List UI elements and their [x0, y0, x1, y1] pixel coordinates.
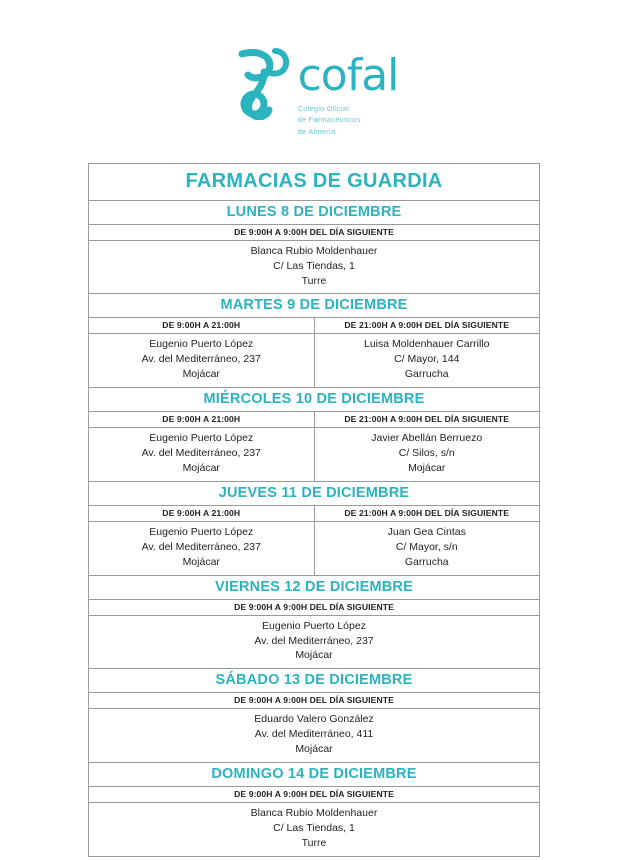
shift-hours: DE 21:00H A 9:00H DEL DÍA SIGUIENTE	[314, 505, 540, 521]
pharmacy-address: C/ Las Tiendas, 1	[273, 259, 355, 272]
table-title-row	[89, 163, 540, 200]
pharmacy-entry	[89, 521, 315, 575]
pharmacy-address: C/ Las Tiendas, 1	[273, 821, 355, 834]
pharmacy-town: Mojácar	[182, 368, 220, 381]
day-header-row	[89, 294, 540, 318]
shift-hours: DE 9:00H A 21:00H	[89, 505, 315, 521]
day-header-row	[89, 388, 540, 412]
logo-wordmark: cofal	[297, 50, 399, 101]
logo-subtitle-line-1: Colegio Oficial	[297, 104, 349, 113]
pharmacy-town: Mojácar	[182, 555, 220, 568]
day-header-row	[89, 481, 540, 505]
day-header: DOMINGO 14 DE DICIEMBRE	[89, 763, 540, 787]
hours-row	[89, 505, 540, 521]
shift-hours: DE 21:00H A 9:00H DEL DÍA SIGUIENTE	[314, 412, 540, 428]
pharmacy-entry	[314, 521, 540, 575]
pharmacy-row	[89, 240, 540, 294]
pharmacy-town: Turre	[301, 274, 327, 287]
pharmacy-town: Mojácar	[295, 743, 333, 756]
shift-hours: DE 9:00H A 21:00H	[89, 412, 315, 428]
shift-hours: DE 9:00H A 9:00H DEL DÍA SIGUIENTE	[89, 787, 540, 803]
hours-row	[89, 224, 540, 240]
day-header-row	[89, 575, 540, 599]
pharmacy-name: Eugenio Puerto López	[149, 338, 254, 351]
pharmacy-town: Mojácar	[182, 462, 220, 474]
pharmacy-name: Eugenio Puerto López	[149, 525, 254, 538]
day-header-row	[89, 669, 540, 693]
logo-text	[298, 48, 399, 137]
pharmacy-entry	[89, 615, 540, 669]
pharmacy-entry	[89, 334, 315, 388]
logo-subtitle-line-3: de Almería	[297, 126, 336, 136]
hours-row	[89, 318, 540, 334]
pharmacy-entry	[314, 334, 540, 388]
pharmacy-town: Mojácar	[295, 649, 333, 662]
pharmacy-name: Luisa Moldenhauer Carrillo	[364, 338, 490, 351]
logo-inner	[230, 48, 399, 137]
pharmacy-row	[89, 803, 540, 857]
hours-row	[89, 693, 540, 709]
table-title: FARMACIAS DE GUARDIA	[89, 163, 540, 200]
pharmacy-town: Garrucha	[404, 368, 449, 381]
pharmacy-entry	[89, 709, 540, 763]
pharmacy-address: Av. del Mediterráneo, 237	[141, 353, 261, 366]
pharmacy-name: Blanca Rubio Moldenhauer	[250, 244, 378, 257]
day-header: SÁBADO 13 DE DICIEMBRE	[89, 669, 540, 693]
day-header: MARTES 9 DE DICIEMBRE	[89, 294, 540, 318]
pharmacy-address: Av. del Mediterráneo, 237	[254, 634, 374, 647]
shift-hours: DE 9:00H A 21:00H	[89, 318, 315, 334]
hours-row	[89, 599, 540, 615]
pharmacy-name: Eduardo Valero González	[254, 713, 374, 726]
logo-header	[0, 0, 628, 137]
pharmacy-name: Eugenio Puerto López	[262, 619, 366, 632]
pharmacy-name: Javier Abellán Berruezo	[371, 432, 483, 445]
pharmacy-town: Garrucha	[404, 555, 449, 568]
pharmacy-address: Av. del Mediterráneo, 237	[141, 447, 261, 460]
pharmacy-address: C/ Mayor, s/n	[395, 540, 458, 553]
schedule-table-wrapper	[88, 163, 540, 857]
logo-subtitle-line-2: de Farmacéuticos	[297, 115, 361, 125]
pharmacy-entry	[89, 240, 540, 294]
day-header-row	[89, 200, 540, 224]
pharmacy-row	[89, 334, 540, 388]
shift-hours: DE 9:00H A 9:00H DEL DÍA SIGUIENTE	[89, 224, 540, 240]
day-header: VIERNES 12 DE DICIEMBRE	[89, 575, 540, 599]
pharmacy-entry	[89, 803, 540, 857]
shift-hours: DE 9:00H A 9:00H DEL DÍA SIGUIENTE	[89, 599, 540, 615]
pharmacy-row	[89, 615, 540, 669]
cofal-mortar-logo-icon	[230, 48, 292, 120]
pharmacy-name: Blanca Rubio Moldenhauer	[250, 807, 378, 820]
logo-subtitle	[298, 103, 399, 137]
pharmacy-duty-table	[88, 163, 540, 857]
pharmacy-row	[89, 428, 540, 482]
pharmacy-town: Mojácar	[408, 462, 446, 474]
day-header-row	[89, 763, 540, 787]
pharmacy-entry	[314, 428, 540, 482]
pharmacy-address: C/ Silos, s/n	[398, 447, 455, 460]
day-header: MIÉRCOLES 10 DE DICIEMBRE	[89, 388, 540, 412]
pharmacy-address: Av. del Mediterráneo, 237	[141, 540, 261, 553]
pharmacy-row	[89, 709, 540, 763]
pharmacy-address: C/ Mayor, 144	[394, 353, 460, 366]
pharmacy-address: Av. del Mediterráneo, 411	[254, 728, 374, 741]
hours-row	[89, 412, 540, 428]
shift-hours: DE 9:00H A 9:00H DEL DÍA SIGUIENTE	[89, 693, 540, 709]
pharmacy-town: Turre	[301, 836, 327, 849]
pharmacy-entry	[89, 428, 315, 482]
shift-hours: DE 21:00H A 9:00H DEL DÍA SIGUIENTE	[314, 318, 540, 334]
day-header: JUEVES 11 DE DICIEMBRE	[89, 481, 540, 505]
hours-row	[89, 787, 540, 803]
day-header: LUNES 8 DE DICIEMBRE	[89, 200, 540, 224]
pharmacy-row	[89, 521, 540, 575]
pharmacy-name: Eugenio Puerto López	[149, 432, 254, 445]
pharmacy-name: Juan Gea Cintas	[387, 525, 466, 538]
